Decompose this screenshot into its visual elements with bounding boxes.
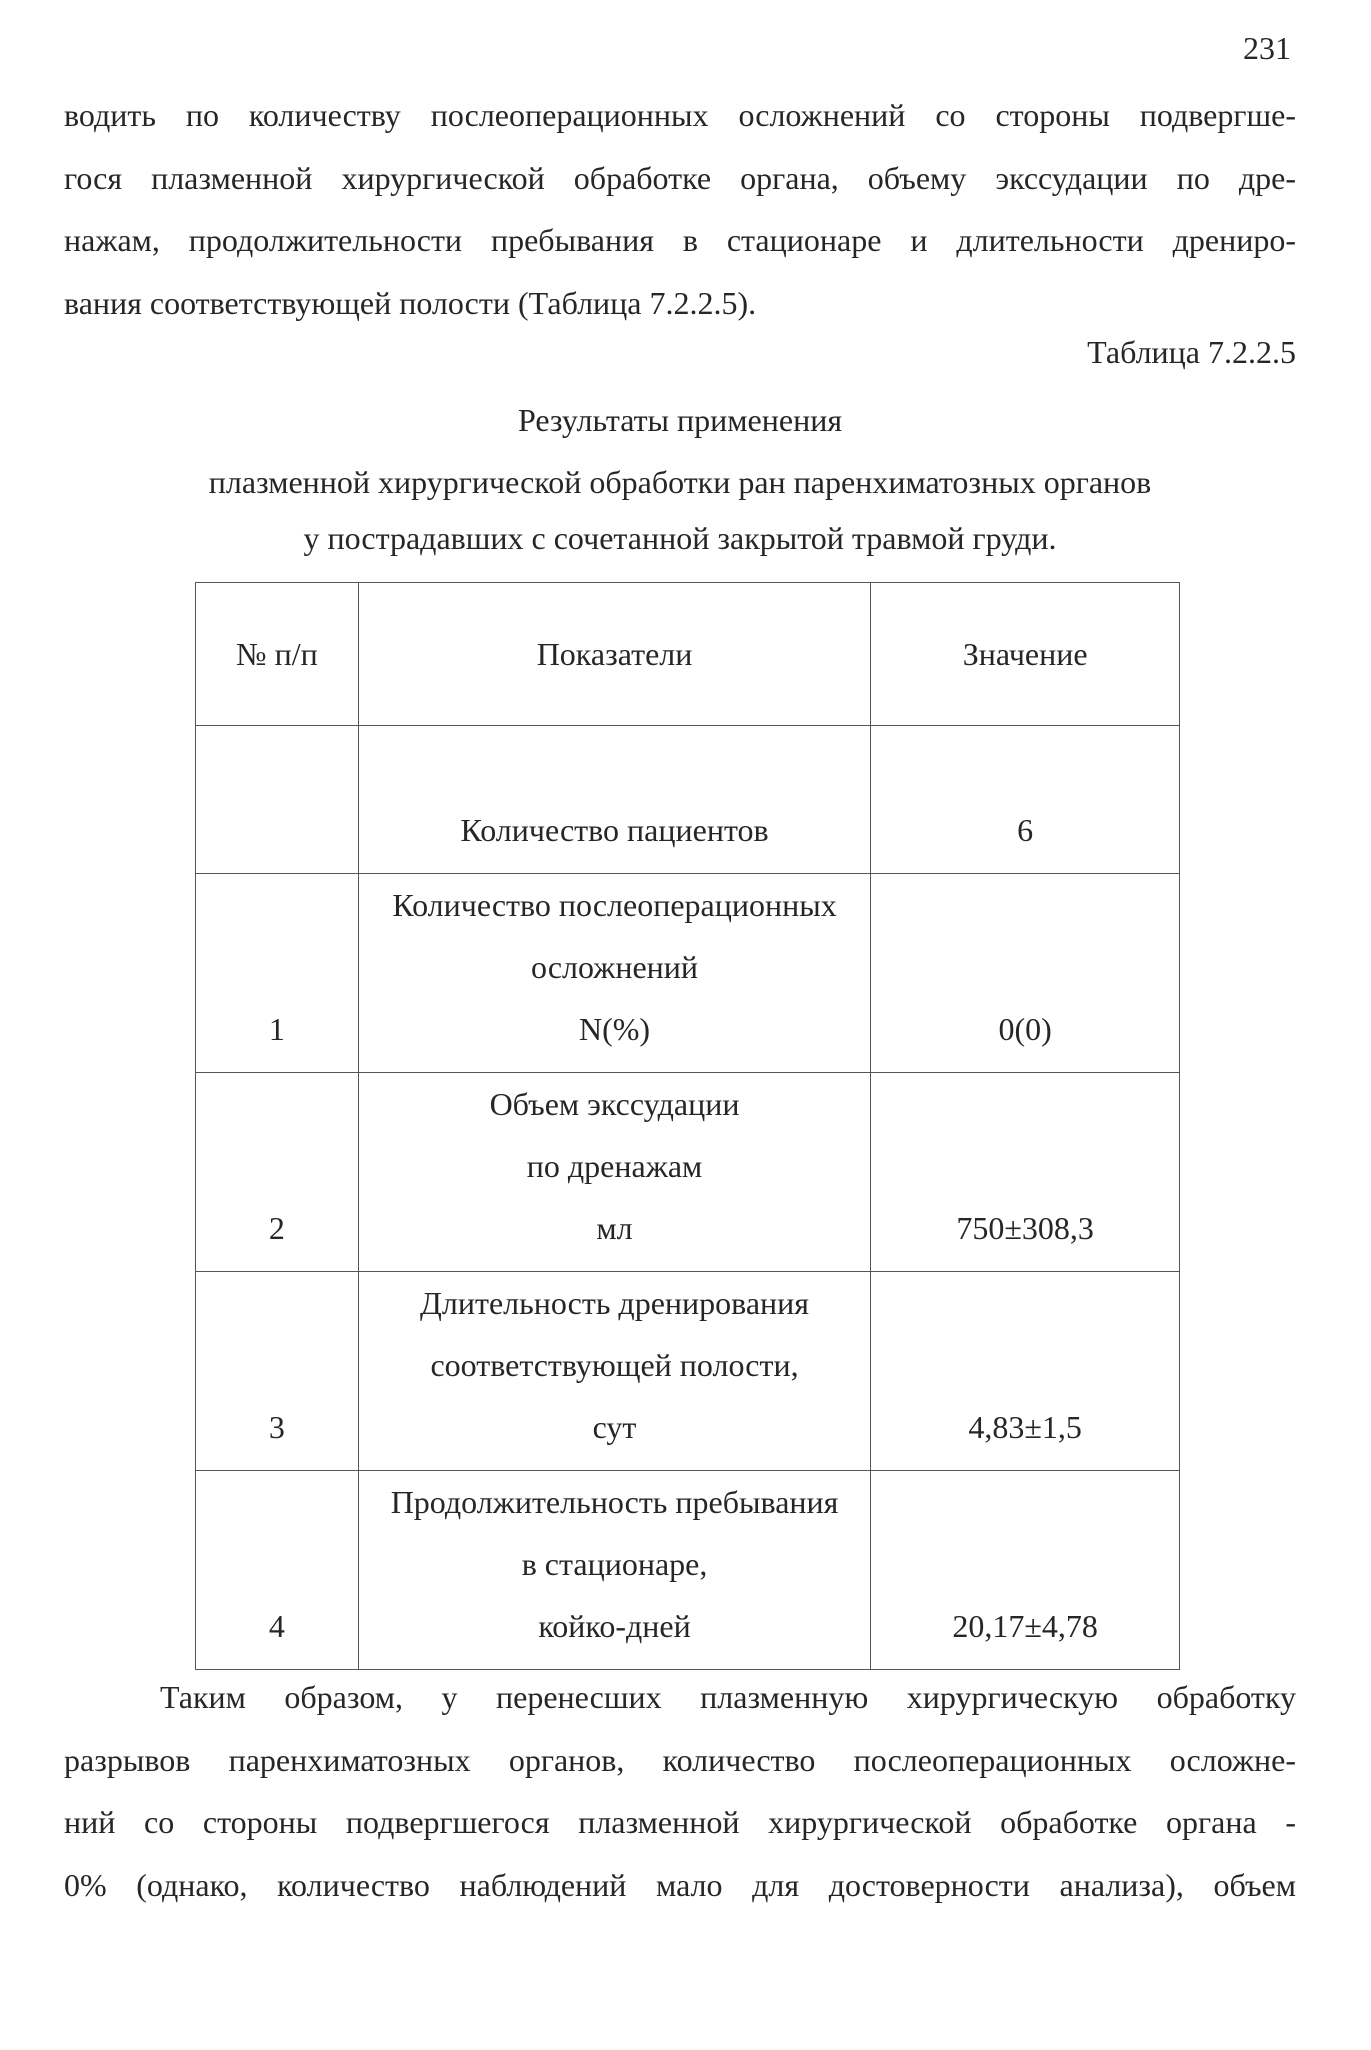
table-row xyxy=(196,726,1180,874)
indicator-line: Количество послеоперационных xyxy=(392,887,837,923)
intro-paragraph xyxy=(64,84,1296,334)
indicator-line: Длительность дренирования xyxy=(420,1285,809,1321)
table-label: Таблица 7.2.2.5 xyxy=(1087,334,1296,370)
conclusion-paragraph xyxy=(64,1666,1296,1916)
table-caption-line: у пострадавших с сочетанной закрытой травмой груди. xyxy=(303,520,1057,556)
cell-value: 4,83±1,5 xyxy=(871,1272,1180,1471)
table-header-row xyxy=(196,583,1180,726)
indicator-line: N(%) xyxy=(578,1011,651,1047)
cell-number: 3 xyxy=(196,1272,359,1471)
cell-value: 6 xyxy=(871,726,1180,874)
header-number: № п/п xyxy=(196,583,359,726)
intro-line: водить по количеству послеоперационных осложнений со стороны подвергше- xyxy=(64,97,1296,133)
page-number: 231 xyxy=(1243,30,1291,66)
conclusion-line: 0% (однако, количество наблюдений мало для достоверности анализа), объем xyxy=(64,1866,1296,1903)
header-indicator: Показатели xyxy=(358,583,871,726)
table-caption-line: плазменной хирургической обработки ран паренхиматозных органов xyxy=(208,464,1152,500)
cell-number: 4 xyxy=(196,1471,359,1670)
results-table xyxy=(195,582,1180,1670)
cell-value: 20,17±4,78 xyxy=(871,1471,1180,1670)
table-row xyxy=(196,1073,1180,1272)
indicator-line: осложнений xyxy=(531,949,699,985)
indicator-line: по дренажам xyxy=(526,1148,703,1184)
cell-indicator: Количество пациентов xyxy=(358,726,871,874)
cell-indicator xyxy=(358,874,871,1073)
indicator-line: койко-дней xyxy=(538,1608,691,1644)
cell-indicator xyxy=(358,1471,871,1670)
conclusion-line: Таким образом, у перенесших плазменную хирургическую обработку xyxy=(160,1679,1296,1715)
intro-line: вания соответствующей полости (Таблица 7.2.2.5). xyxy=(64,284,757,321)
indicator-line: сут xyxy=(592,1409,637,1445)
table-caption-line: Результаты применения xyxy=(517,402,843,438)
cell-number: 2 xyxy=(196,1073,359,1272)
intro-line: гося плазменной хирургической обработке органа, объему экссудации по дре- xyxy=(64,159,1296,196)
cell-number: 1 xyxy=(196,874,359,1073)
indicator-line: мл xyxy=(596,1210,633,1246)
table-row xyxy=(196,1471,1180,1670)
cell-indicator xyxy=(358,1272,871,1471)
conclusion-line: разрывов паренхиматозных органов, количество послеоперационных осложне- xyxy=(64,1741,1296,1778)
header-value: Значение xyxy=(871,583,1180,726)
conclusion-line: ний со стороны подвергшегося плазменной хирургической обработке органа - xyxy=(64,1804,1296,1840)
cell-value: 750±308,3 xyxy=(871,1073,1180,1272)
cell-value: 0(0) xyxy=(871,874,1180,1073)
indicator-line: Объем экссудации xyxy=(489,1086,740,1122)
table-row xyxy=(196,874,1180,1073)
cell-number xyxy=(196,726,359,874)
table-row xyxy=(196,1272,1180,1471)
indicator-line: Продолжительность пребывания xyxy=(390,1484,839,1520)
intro-line: нажам, продолжительности пребывания в стационаре и длительности дрениро- xyxy=(64,222,1296,258)
cell-indicator xyxy=(358,1073,871,1272)
indicator-line: соответствующей полости, xyxy=(430,1347,799,1383)
indicator-line: в стационаре, xyxy=(521,1546,708,1582)
